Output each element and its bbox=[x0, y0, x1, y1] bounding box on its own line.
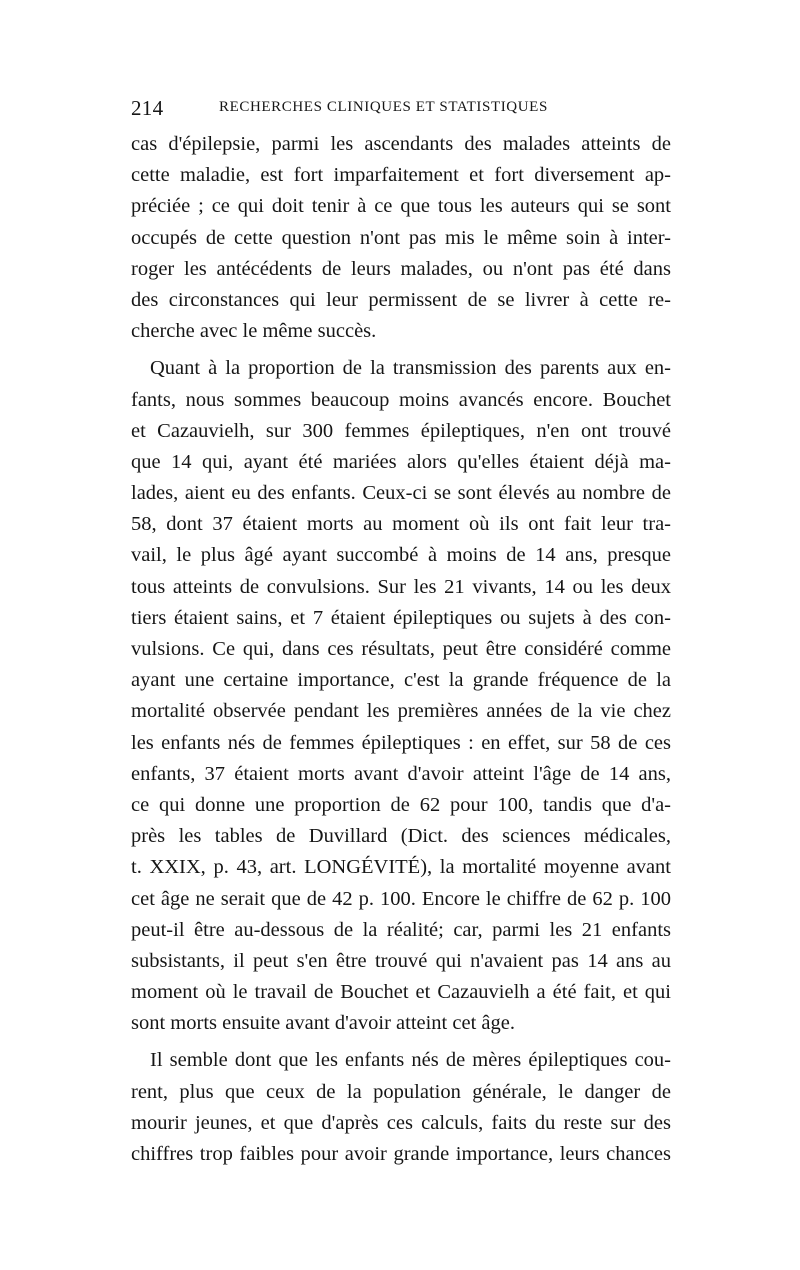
paragraph-1 bbox=[131, 129, 671, 347]
text-line: et Cazauvielh, sur 300 femmes épileptiques, n'en ont trouvé bbox=[131, 419, 671, 442]
text-line: subsistants, il peut s'en être trouvé qui n'avaient pas 14 ans au bbox=[131, 949, 671, 972]
text-line: vulsions. Ce qui, dans ces résultats, peut être considéré comme bbox=[131, 638, 671, 660]
page-number: 214 bbox=[131, 96, 164, 120]
text-line: peut-il être au-dessous de la réalité; car, parmi les 21 enfants bbox=[131, 918, 671, 941]
text-line: que 14 qui, ayant été mariées alors qu'elles étaient déjà ma- bbox=[131, 450, 671, 473]
text-line: cet âge ne serait que de 42 p. 100. Encore le chiffre de 62 p. 100 bbox=[131, 887, 671, 910]
text-line: roger les antécédents de leurs malades, ou n'ont pas été dans bbox=[131, 257, 671, 280]
text-line: lades, aient eu des enfants. Ceux-ci se sont élevés au nombre de bbox=[131, 482, 671, 505]
running-head: RECHERCHES CLINIQUES ET STATISTIQUES bbox=[219, 99, 548, 115]
body-text bbox=[131, 129, 671, 1170]
text-line: cas d'épilepsie, parmi les ascendants des malades atteints de bbox=[131, 133, 671, 155]
page-header bbox=[131, 96, 671, 126]
text-line: chiffres trop faibles pour avoir grande importance, leurs chances bbox=[131, 1143, 671, 1165]
text-line: Il semble dont que les enfants nés de mères épileptiques cou- bbox=[150, 1049, 671, 1072]
text-line: Quant à la proportion de la transmission des parents aux en- bbox=[150, 357, 671, 380]
text-line: ce qui donne une proportion de 62 pour 100, tandis que d'a- bbox=[131, 793, 671, 816]
text-line: des circonstances qui leur permissent de se livrer à cette re- bbox=[131, 288, 671, 311]
text-line: 58, dont 37 étaient morts au moment où ils ont fait leur tra- bbox=[131, 513, 671, 536]
text-line: sont morts ensuite avant d'avoir atteint cet âge. bbox=[131, 1012, 515, 1035]
text-line: mourir jeunes, et que d'après ces calculs, faits du reste sur des bbox=[131, 1111, 671, 1134]
text-line: cette maladie, est fort imparfaitement et fort diversement ap- bbox=[131, 164, 671, 187]
text-line: occupés de cette question n'ont pas mis le même soin à inter- bbox=[131, 226, 671, 249]
text-line: moment où le travail de Bouchet et Cazauvielh a été fait, et qui bbox=[131, 981, 671, 1004]
paragraph-2 bbox=[131, 353, 671, 1039]
text-line: fants, nous sommes beaucoup moins avancés encore. Bouchet bbox=[131, 388, 671, 411]
text-line: rent, plus que ceux de la population générale, le danger de bbox=[131, 1080, 671, 1103]
text-line: les enfants nés de femmes épileptiques : en effet, sur 58 de ces bbox=[131, 731, 671, 754]
text-line: préciée ; ce qui doit tenir à ce que tous les auteurs qui se sont bbox=[131, 195, 671, 218]
text-line: tous atteints de convulsions. Sur les 21 vivants, 14 ou les deux bbox=[131, 575, 671, 598]
text-line: près les tables de Duvillard (Dict. des sciences médicales, bbox=[131, 825, 671, 848]
text-line: cherche avec le même succès. bbox=[131, 320, 377, 343]
text-line: ayant une certaine importance, c'est la grande fréquence de la bbox=[131, 669, 671, 692]
text-line: mortalité observée pendant les premières années de la vie chez bbox=[131, 700, 671, 723]
text-line: t. XXIX, p. 43, art. LONGÉVITÉ), la mortalité moyenne avant bbox=[131, 856, 671, 879]
text-line: enfants, 37 étaient morts avant d'avoir atteint l'âge de 14 ans, bbox=[131, 762, 671, 785]
paragraph-3 bbox=[131, 1045, 671, 1170]
text-line: tiers étaient sains, et 7 étaient épileptiques ou sujets à des con- bbox=[131, 606, 671, 629]
text-line: vail, le plus âgé ayant succombé à moins de 14 ans, presque bbox=[131, 544, 671, 567]
